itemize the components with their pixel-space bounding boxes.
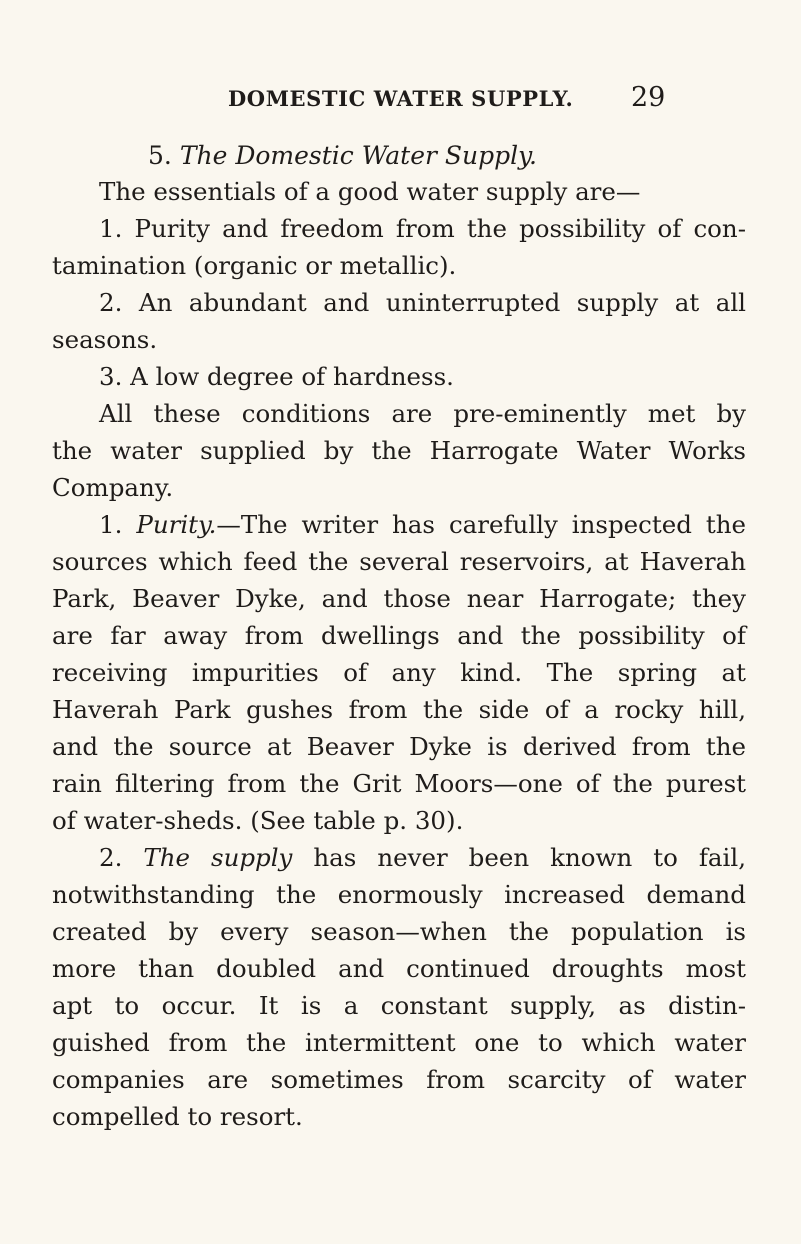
text-line: All these conditions are pre-eminently met by <box>99 399 746 428</box>
section-heading <box>148 141 537 171</box>
text-line: sources which feed the several reservoirs, at Haverah <box>52 547 746 576</box>
running-title: DOMESTIC WATER SUPPLY. <box>228 86 574 111</box>
text-line: 2. An abundant and uninterrupted supply at all <box>99 288 746 317</box>
supply-paragraph-start <box>99 843 746 872</box>
text-line: created by every season—when the population is <box>52 917 746 946</box>
text-line: tamination (organic or metallic). <box>52 251 457 280</box>
text-line: notwithstanding the enormously increased demand <box>52 880 746 909</box>
text-line: 3. A low degree of hardness. <box>99 362 454 391</box>
section-title: The Domestic Water Supply. <box>179 141 537 170</box>
text-line: guished from the intermittent one to which water <box>52 1028 746 1057</box>
section-number: 5. <box>148 141 172 170</box>
text-line: apt to occur. It is a constant supply, as distin- <box>52 991 746 1020</box>
text-line: Company. <box>52 473 174 502</box>
text-line: The essentials of a good water supply are— <box>99 177 641 206</box>
text-line: 1. Purity and freedom from the possibility of con- <box>99 214 746 243</box>
text-line: seasons. <box>52 325 158 354</box>
supply-first-line: has never been known to fail, <box>292 843 746 872</box>
text-line: more than doubled and continued droughts most <box>52 954 746 983</box>
purity-paragraph-start <box>99 510 746 539</box>
text-line: and the source at Beaver Dyke is derived from the <box>52 732 746 761</box>
text-line: are far away from dwellings and the possibility of <box>52 621 746 650</box>
running-head <box>0 82 801 122</box>
text-line: companies are sometimes from scarcity of water <box>52 1065 746 1094</box>
page-number: 29 <box>631 82 666 113</box>
text-line: rain filtering from the Grit Moors—one of the purest <box>52 769 746 798</box>
purity-number: 1. <box>99 510 123 539</box>
text-line: receiving impurities of any kind. The spring at <box>52 658 746 687</box>
text-line: compelled to resort. <box>52 1102 303 1131</box>
text-line: of water-sheds. (See table p. 30). <box>52 806 464 835</box>
purity-first-line: —The writer has carefully inspected the <box>216 510 746 539</box>
text-line: Haverah Park gushes from the side of a rocky hill, <box>52 695 746 724</box>
text-line: the water supplied by the Harrogate Water Works <box>52 436 746 465</box>
text-line: Park, Beaver Dyke, and those near Harrogate; they <box>52 584 746 613</box>
supply-label: The supply <box>143 843 293 872</box>
supply-number: 2. <box>99 843 123 872</box>
purity-label: Purity. <box>136 510 217 539</box>
